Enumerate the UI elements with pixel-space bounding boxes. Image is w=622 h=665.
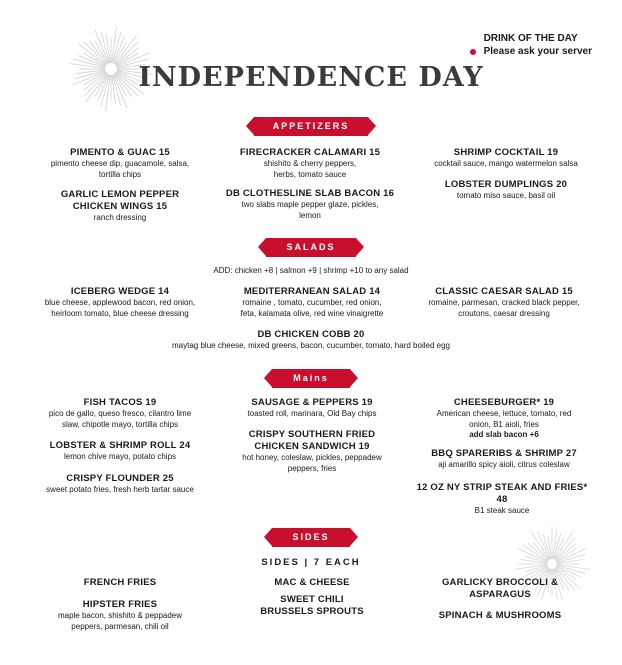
menu-item: DB CHICKEN COBB 20 maytag blue cheese, mixed greens, bacon, cucumber, tomato, hard boiled egg (172, 329, 450, 350)
menu-item: CLASSIC CAESAR SALAD 15 romaine, parmesan, cracked black pepper, croutons, caesar dressing (428, 286, 580, 318)
menu-item: GARLICKY BROCCOLI & ASPARAGUS (441, 577, 559, 600)
menu-item: CRISPY SOUTHERN FRIED CHICKEN SANDWICH 19 hot honey, coleslaw, pickles, peppadew peppers, fries (242, 429, 382, 473)
mains-banner: Mains (272, 369, 350, 388)
appetizers-banner: APPETIZERS (254, 117, 368, 136)
menu-item: CRISPY FLOUNDER 25 sweet potato fries, fresh herb tartar sauce (46, 473, 194, 494)
page-title: INDEPENDENCE DAY (138, 62, 484, 93)
menu-item: FIRECRACKER CALAMARI 15 shishito & cherry peppers, herbs, tomato sauce (239, 147, 381, 179)
menu-item: DB CLOTHESLINE SLAB BACON 16 two slabs maple pepper glaze, pickles, lemon (225, 188, 395, 220)
menu-item: HIPSTER FRIES maple bacon, shishito & peppadew peppers, parmesan, chili oil (57, 599, 183, 631)
salad-add-ons: ADD: chicken +8 | salmon +9 | shrimp +10 to any salad (213, 266, 409, 275)
menu-item: MEDITERRANEAN SALAD 14 romaine , tomato, cucumber, red onion, feta, kalamata olive, red wine vinaigrette (240, 286, 384, 318)
menu-item: MAC & CHEESE (274, 577, 350, 588)
menu-item: SAUSAGE & PEPPERS 19 toasted roll, marinara, Old Bay chips (247, 397, 377, 418)
menu-item: PIMENTO & GUAC 15 pimento cheese dip, guacamole, salsa, tortilla chips (50, 147, 190, 179)
menu-item: FISH TACOS 19 pico de gallo, queso fresco, cilantro lime slaw, chipotle mayo, tortilla chips (48, 397, 192, 429)
menu-item: LOBSTER & SHRIMP ROLL 24 lemon chive mayo, potato chips (49, 440, 191, 461)
drink-label: DRINK OF THE DAY (483, 33, 578, 44)
bullet-icon (470, 49, 476, 55)
drink-of-the-day (470, 32, 592, 58)
menu-item: BBQ SPARERIBS & SHRIMP 27 aji amarillo spicy aioli, citrus coleslaw (431, 448, 577, 469)
menu-item: CHEESEBURGER* 19 American cheese, lettuce, tomato, red onion, B1 aioli, fries add slab bacon +6 (436, 397, 572, 439)
sides-banner: SIDES (272, 528, 350, 547)
menu-item: SHRIMP COCKTAIL 19 cocktail sauce, mango watermelon salsa (434, 147, 578, 168)
menu-item: FRENCH FRIES (83, 577, 157, 588)
sides-subheading: SIDES | 7 EACH (261, 557, 361, 568)
menu-item: ICEBERG WEDGE 14 blue cheese, applewood bacon, red onion, heirloom tomato, blue cheese dressing (44, 286, 196, 318)
menu-item: LOBSTER DUMPLINGS 20 tomato miso sauce, basil oil (444, 179, 568, 200)
salads-banner: SALADS (266, 238, 356, 257)
menu-item: 12 OZ NY STRIP STEAK AND FRIES* 48 B1 steak sauce (416, 482, 588, 515)
drink-text: Please ask your server (483, 46, 592, 57)
menu-item: SPINACH & MUSHROOMS (438, 610, 562, 621)
menu-item: GARLIC LEMON PEPPER CHICKEN WINGS 15 ranch dressing (60, 189, 180, 222)
menu-item: SWEET CHILI BRUSSELS SPROUTS (260, 594, 364, 617)
